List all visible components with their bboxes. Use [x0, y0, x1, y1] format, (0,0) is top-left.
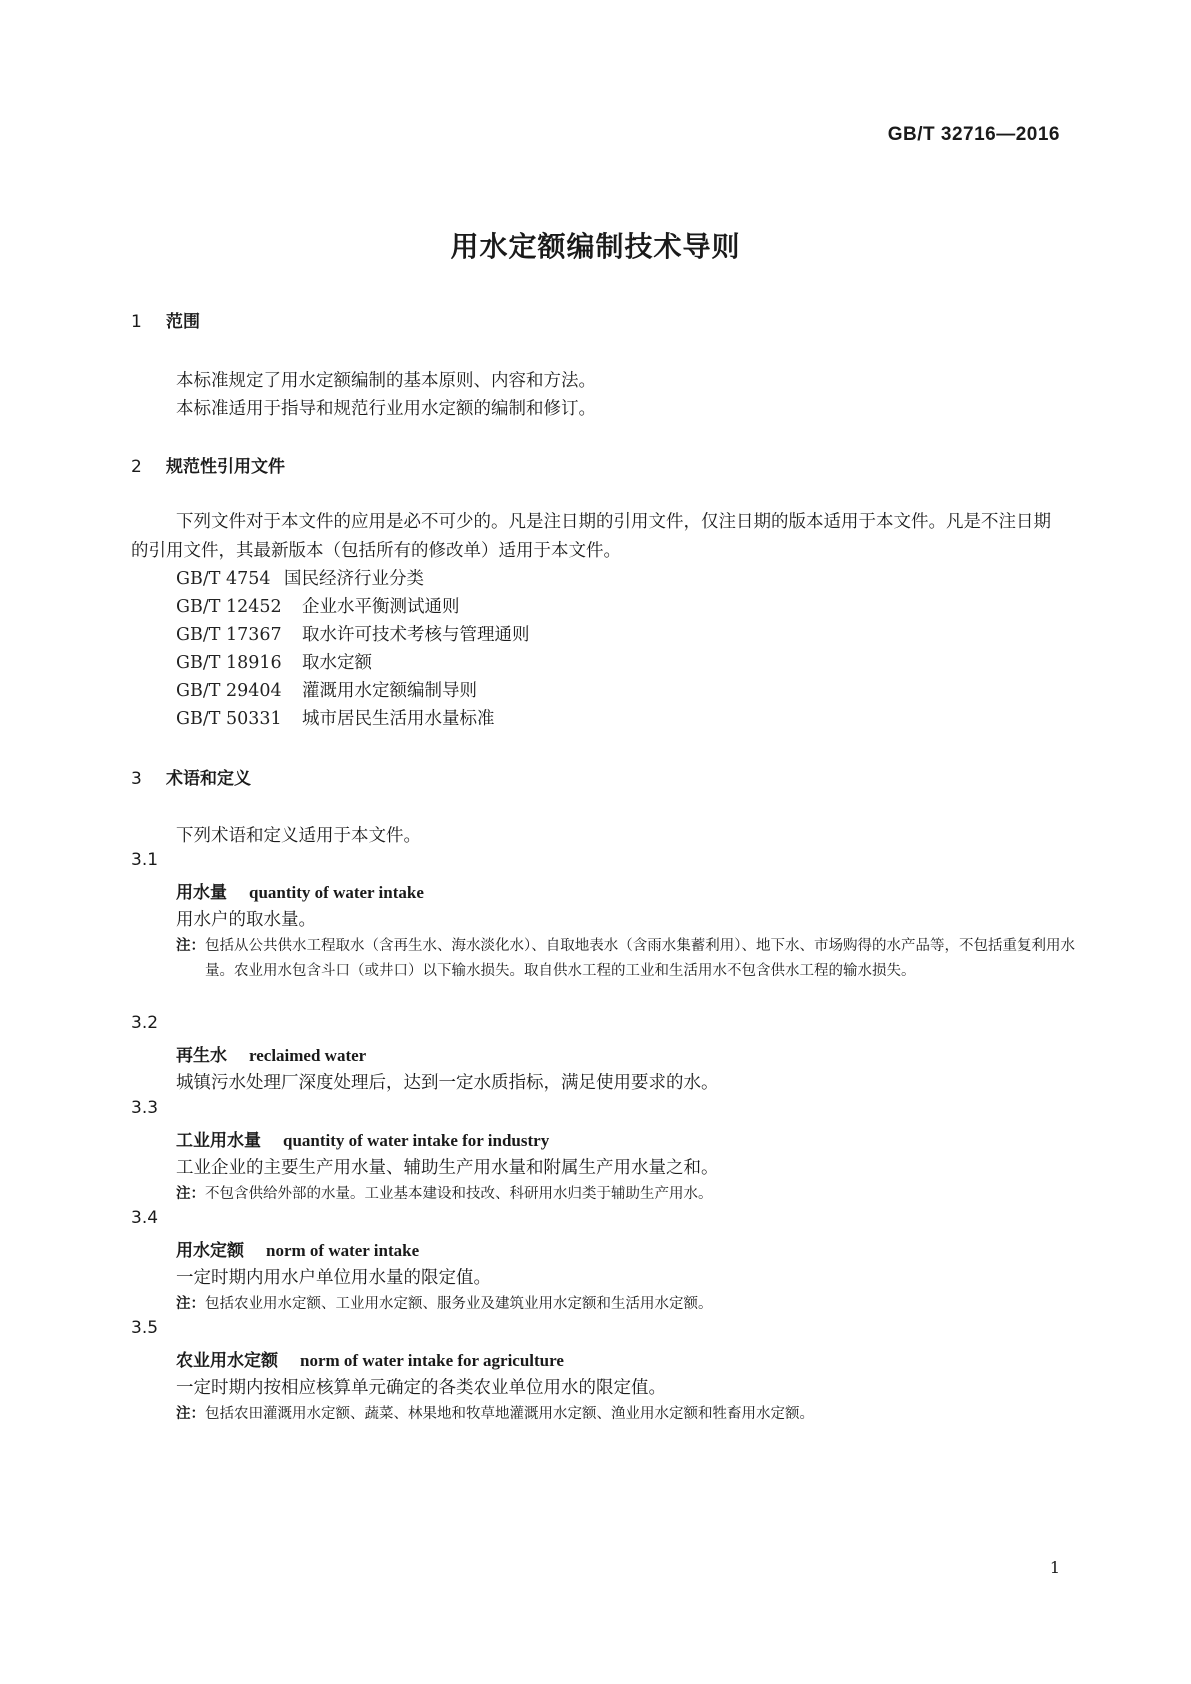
section-2-heading	[131, 452, 285, 477]
term-name-zh: 用水量	[176, 883, 227, 903]
reference-code: GB/T 50331	[176, 709, 282, 729]
term-definition: 工业企业的主要生产用水量、辅助生产用水量和附属生产用水量之和。	[176, 1158, 719, 1178]
section-number: 3	[131, 769, 142, 789]
reference-name: 取水许可技术考核与管理通则	[302, 625, 530, 645]
term-number: 3.4	[131, 1208, 159, 1228]
reference-name: 国民经济行业分类	[284, 569, 424, 589]
reference-item	[176, 705, 495, 730]
note-text: 不包含供给外部的水量。工业基本建设和技改、科研用水归类于辅助生产用水。	[205, 1186, 713, 1202]
term-name	[176, 1126, 549, 1151]
term-name-zh: 再生水	[176, 1046, 227, 1066]
reference-name: 灌溉用水定额编制导则	[302, 681, 477, 701]
section-title: 规范性引用文件	[166, 457, 285, 477]
reference-item	[176, 649, 372, 674]
page-number: 1	[1049, 1558, 1060, 1577]
reference-item	[176, 593, 460, 618]
reference-name: 企业水平衡测试通则	[302, 597, 460, 617]
term-definition: 一定时期内用水户单位用水量的限定值。	[176, 1268, 491, 1288]
note-text: 包括从公共供水工程取水（含再生水、海水淡化水）、自取地表水（含雨水集蓄利用）、地下水、市场购得的水产品等，不包括重复利用水量。农业用水包含斗口（或井口）以下输水损失。取自供水工程的工业和生活用水不包含供水工程的输水损失。	[205, 938, 1075, 979]
references-intro: 下列文件对于本文件的应用是必不可少的。凡是注日期的引用文件，仅注日期的版本适用于本文件。凡是不注日期的引用文件，其最新版本（包括所有的修改单）适用于本文件。	[131, 512, 1051, 561]
term-name	[176, 1346, 564, 1371]
term-note	[176, 1292, 1090, 1317]
section-number: 1	[131, 312, 142, 332]
term-name	[176, 878, 424, 903]
reference-code: GB/T 4754	[176, 569, 271, 589]
term-definition: 城镇污水处理厂深度处理后，达到一定水质指标，满足使用要求的水。	[176, 1073, 719, 1093]
section-1-heading	[131, 307, 200, 332]
terms-intro: 下列术语和定义适用于本文件。	[176, 826, 421, 846]
term-name-en: quantity of water intake for industry	[283, 1131, 550, 1150]
section-title: 范围	[166, 312, 200, 332]
note-label: 注：	[176, 938, 205, 954]
scope-paragraph-1: 本标准规定了用水定额编制的基本原则、内容和方法。	[176, 371, 596, 391]
note-text: 包括农业用水定额、工业用水定额、服务业及建筑业用水定额和生活用水定额。	[205, 1296, 713, 1312]
term-note	[176, 934, 1090, 984]
reference-code: GB/T 29404	[176, 681, 282, 701]
standard-code: GB/T 32716—2016	[887, 124, 1060, 145]
term-number: 3.1	[131, 850, 159, 870]
term-name	[176, 1236, 419, 1261]
section-title: 术语和定义	[166, 769, 251, 789]
reference-item	[176, 565, 424, 590]
reference-code: GB/T 12452	[176, 597, 282, 617]
note-label: 注：	[176, 1186, 205, 1202]
scope-paragraph-2: 本标准适用于指导和规范行业用水定额的编制和修订。	[176, 399, 596, 419]
reference-item	[176, 677, 477, 702]
section-3-heading	[131, 764, 251, 789]
reference-name: 城市居民生活用水量标准	[302, 709, 495, 729]
term-number: 3.2	[131, 1013, 159, 1033]
term-definition: 用水户的取水量。	[176, 910, 316, 930]
document-title: 用水定额编制技术导则	[450, 230, 741, 263]
term-name-zh: 用水定额	[176, 1241, 244, 1261]
term-note	[176, 1182, 1090, 1207]
term-definition: 一定时期内按相应核算单元确定的各类农业单位用水的限定值。	[176, 1378, 666, 1398]
term-name-en: quantity of water intake	[249, 883, 424, 902]
reference-name: 取水定额	[302, 653, 372, 673]
section-number: 2	[131, 457, 142, 477]
term-number: 3.3	[131, 1098, 159, 1118]
term-name-en: norm of water intake for agriculture	[300, 1351, 564, 1370]
term-name-en: norm of water intake	[266, 1241, 420, 1260]
note-label: 注：	[176, 1406, 205, 1422]
term-number: 3.5	[131, 1318, 159, 1338]
term-note	[176, 1402, 1090, 1427]
note-text: 包括农田灌溉用水定额、蔬菜、林果地和牧草地灌溉用水定额、渔业用水定额和牲畜用水定额。	[205, 1406, 814, 1422]
term-name-en: reclaimed water	[249, 1046, 367, 1065]
reference-code: GB/T 17367	[176, 625, 282, 645]
reference-code: GB/T 18916	[176, 653, 282, 673]
note-label: 注：	[176, 1296, 205, 1312]
term-name-zh: 农业用水定额	[176, 1351, 278, 1371]
term-name-zh: 工业用水量	[176, 1131, 261, 1151]
term-name	[176, 1041, 366, 1066]
reference-item	[176, 621, 530, 646]
